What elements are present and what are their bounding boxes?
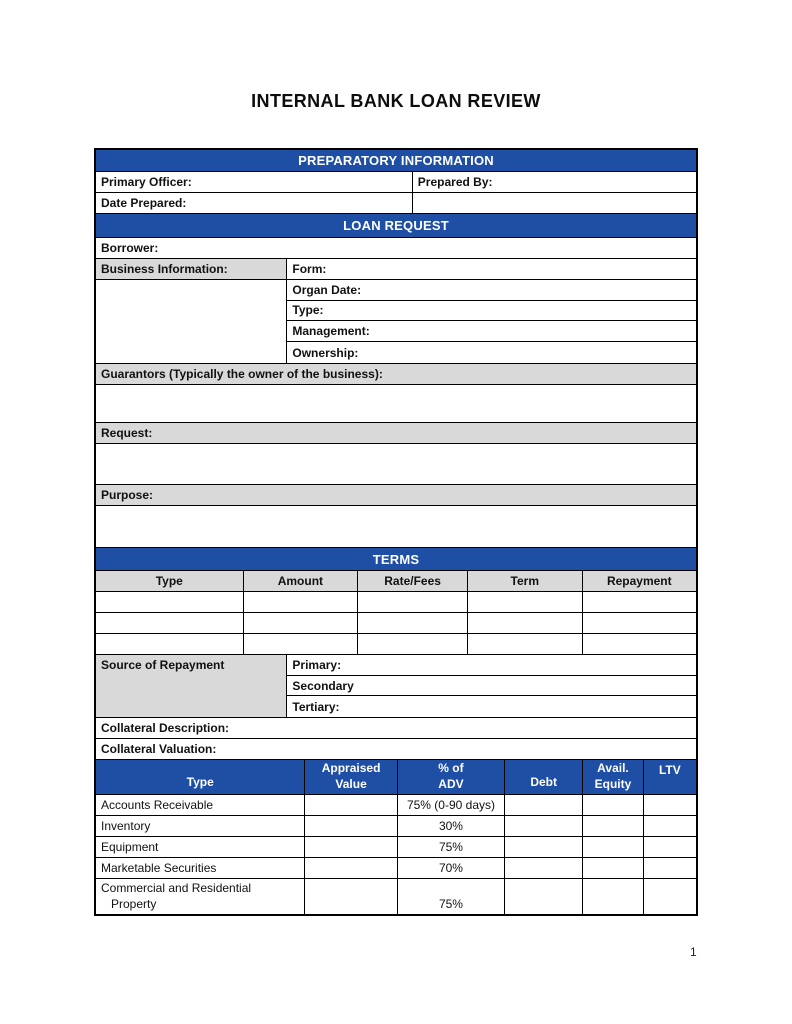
guarantors-input-row	[96, 385, 696, 423]
collateral-type-cell	[96, 879, 305, 914]
date-prepared-field[interactable]	[96, 193, 413, 213]
terms-column-term: Term	[468, 571, 583, 591]
collateral-column-appraised-value	[305, 760, 397, 794]
collateral-debt-cell[interactable]	[505, 858, 583, 878]
guarantors-label-cell	[96, 364, 696, 384]
collateral-column-adv-line1: % of	[438, 761, 464, 776]
collateral-column-appraised-line2: Value	[335, 777, 367, 791]
collateral-type-text-line1: Commercial and Residential	[101, 880, 252, 895]
section-header-terms: TERMS	[96, 548, 696, 571]
primary-officer-field[interactable]	[96, 172, 413, 192]
collateral-debt-cell[interactable]	[505, 879, 583, 914]
collateral-column-appraised-line1: Appraised	[321, 761, 381, 776]
purpose-input-row	[96, 506, 696, 548]
business-information-fields	[287, 259, 696, 363]
collateral-avail-equity-cell[interactable]	[583, 837, 644, 857]
collateral-column-type-line2: Type	[186, 775, 214, 790]
prepared-by-label: Prepared By:	[417, 175, 493, 189]
source-of-repayment-label: Source of Repayment	[101, 658, 225, 672]
source-secondary-label: Secondary	[292, 678, 354, 693]
request-input-area[interactable]	[96, 444, 696, 484]
collateral-avail-equity-cell[interactable]	[583, 795, 644, 815]
terms-cell-repayment[interactable]	[583, 613, 696, 633]
business-type-field[interactable]	[287, 301, 696, 322]
collateral-description-field[interactable]	[96, 718, 696, 738]
guarantors-label-row	[96, 364, 696, 385]
section-header-preparatory-information: PREPARATORY INFORMATION	[96, 150, 696, 172]
collateral-column-debt	[505, 760, 583, 794]
terms-empty-row	[96, 613, 696, 634]
collateral-appraised-value-cell[interactable]	[305, 837, 397, 857]
collateral-type-text: Equipment	[101, 840, 159, 854]
terms-cell-type[interactable]	[96, 634, 244, 654]
purpose-label-row	[96, 485, 696, 506]
request-input-row	[96, 444, 696, 485]
collateral-type-text: Accounts Receivable	[101, 798, 214, 812]
collateral-row-marketable-securities	[96, 858, 696, 879]
borrower-label: Borrower:	[101, 241, 159, 255]
collateral-pct-of-adv-cell	[398, 837, 505, 857]
business-management-field[interactable]	[287, 321, 696, 342]
collateral-column-adv-line2: ADV	[438, 777, 464, 791]
collateral-avail-equity-cell[interactable]	[583, 879, 644, 914]
collateral-column-avail-equity	[583, 760, 644, 794]
business-organ-date-field[interactable]	[287, 280, 696, 301]
terms-cell-rate-fees[interactable]	[358, 634, 468, 654]
business-information-block	[96, 259, 696, 364]
collateral-avail-equity-cell[interactable]	[583, 816, 644, 836]
source-of-repayment-fields	[287, 655, 696, 717]
collateral-ltv-cell[interactable]	[644, 879, 696, 914]
terms-cell-rate-fees[interactable]	[358, 592, 468, 612]
terms-cell-rate-fees[interactable]	[358, 613, 468, 633]
collateral-type-cell	[96, 858, 305, 878]
collateral-debt-cell[interactable]	[505, 837, 583, 857]
collateral-type-text-line2: Property	[111, 896, 157, 911]
business-ownership-label: Ownership:	[292, 345, 359, 360]
guarantors-label: Guarantors (Typically the owner of the business):	[101, 367, 383, 381]
collateral-row-equipment	[96, 837, 696, 858]
collateral-pct-of-adv-cell	[398, 879, 505, 914]
terms-cell-amount[interactable]	[244, 613, 359, 633]
terms-empty-row	[96, 592, 696, 613]
source-primary-field[interactable]	[287, 655, 696, 676]
collateral-type-text: Inventory	[101, 819, 151, 833]
collateral-description-row	[96, 718, 696, 739]
business-organ-date-label: Organ Date:	[292, 282, 362, 297]
borrower-field[interactable]	[96, 238, 696, 258]
terms-cell-amount[interactable]	[244, 634, 359, 654]
collateral-valuation-label: Collateral Valuation:	[101, 742, 217, 756]
guarantors-input-area[interactable]	[96, 385, 696, 422]
source-tertiary-field[interactable]	[287, 696, 696, 717]
collateral-pct-of-adv-cell	[398, 795, 505, 815]
terms-cell-amount[interactable]	[244, 592, 359, 612]
terms-column-rate-fees: Rate/Fees	[358, 571, 468, 591]
business-information-value-area[interactable]	[96, 280, 286, 363]
source-of-repayment-label-cell	[96, 655, 287, 717]
business-management-label: Management:	[292, 324, 370, 339]
collateral-ltv-cell[interactable]	[644, 837, 696, 857]
collateral-appraised-value-cell[interactable]	[305, 816, 397, 836]
collateral-column-ltv-line1: LTV	[658, 763, 681, 777]
collateral-pct-of-adv-text: 70%	[438, 861, 463, 875]
collateral-pct-of-adv-text: 75%	[438, 840, 463, 854]
section-header-loan-request: LOAN REQUEST	[96, 214, 696, 238]
collateral-pct-of-adv-text: 75% (0-90 days)	[406, 798, 495, 812]
collateral-valuation-row	[96, 739, 696, 760]
collateral-pct-of-adv-text: 30%	[438, 819, 463, 833]
collateral-pct-of-adv-cell	[398, 858, 505, 878]
collateral-pct-of-adv-cell	[398, 816, 505, 836]
collateral-appraised-value-cell[interactable]	[305, 795, 397, 815]
collateral-debt-cell[interactable]	[505, 816, 583, 836]
preparatory-row-1	[96, 172, 696, 193]
source-primary-label: Primary:	[292, 657, 342, 672]
prepared-by-field[interactable]	[413, 172, 696, 192]
terms-column-type: Type	[96, 571, 244, 591]
collateral-avail-equity-cell[interactable]	[583, 858, 644, 878]
request-label-cell	[96, 423, 696, 443]
request-label: Request:	[101, 426, 153, 440]
collateral-type-cell	[96, 837, 305, 857]
collateral-row-inventory	[96, 816, 696, 837]
date-prepared-value-cell[interactable]	[413, 193, 696, 213]
purpose-input-area[interactable]	[96, 506, 696, 547]
collateral-appraised-value-cell[interactable]	[305, 879, 397, 914]
source-of-repayment-label-wrap	[96, 655, 286, 676]
collateral-column-type	[96, 760, 305, 794]
collateral-type-text: Marketable Securities	[101, 861, 217, 875]
collateral-type-cell	[96, 795, 305, 815]
collateral-type-cell	[96, 816, 305, 836]
business-form-label: Form:	[292, 261, 327, 276]
collateral-column-equity-line1: Avail.	[597, 761, 629, 776]
collateral-ltv-cell[interactable]	[644, 816, 696, 836]
terms-cell-type[interactable]	[96, 613, 244, 633]
collateral-debt-cell[interactable]	[505, 795, 583, 815]
source-secondary-field[interactable]	[287, 676, 696, 697]
business-information-label-cell	[96, 259, 286, 280]
terms-cell-term[interactable]	[468, 592, 583, 612]
terms-column-amount: Amount	[244, 571, 359, 591]
collateral-row-accounts-receivable	[96, 795, 696, 816]
business-type-label: Type:	[292, 303, 324, 318]
collateral-column-ltv	[644, 760, 696, 794]
source-tertiary-label: Tertiary:	[292, 699, 340, 714]
terms-empty-row	[96, 634, 696, 655]
preparatory-row-2	[96, 193, 696, 214]
business-information-left-column	[96, 259, 287, 363]
borrower-row	[96, 238, 696, 259]
form-title: INTERNAL BANK LOAN REVIEW	[251, 91, 541, 111]
collateral-row-commercial-residential-property	[96, 879, 696, 914]
terms-cell-term[interactable]	[468, 634, 583, 654]
loan-review-form	[94, 148, 698, 916]
purpose-label: Purpose:	[101, 488, 154, 502]
collateral-appraised-value-cell[interactable]	[305, 858, 397, 878]
purpose-label-cell	[96, 485, 696, 505]
date-prepared-label: Date Prepared:	[101, 196, 187, 210]
collateral-column-equity-line2: Equity	[594, 777, 632, 791]
terms-cell-repayment[interactable]	[583, 592, 696, 612]
source-of-repayment-block	[96, 655, 696, 718]
collateral-header-row	[96, 760, 696, 795]
terms-cell-repayment[interactable]	[583, 634, 696, 654]
page-number: 1	[690, 945, 697, 959]
collateral-pct-of-adv-text: 75%	[438, 897, 463, 911]
business-ownership-field[interactable]	[287, 342, 696, 363]
request-label-row	[96, 423, 696, 444]
business-information-label: Business Information:	[101, 262, 228, 276]
collateral-ltv-cell[interactable]	[644, 858, 696, 878]
collateral-valuation-field[interactable]	[96, 739, 696, 759]
business-form-field[interactable]	[287, 259, 696, 280]
terms-cell-type[interactable]	[96, 592, 244, 612]
collateral-description-label: Collateral Description:	[101, 721, 230, 735]
primary-officer-label: Primary Officer:	[101, 175, 192, 189]
collateral-ltv-cell[interactable]	[644, 795, 696, 815]
terms-cell-term[interactable]	[468, 613, 583, 633]
terms-header-row	[96, 571, 696, 592]
terms-column-repayment: Repayment	[583, 571, 696, 591]
collateral-column-pct-of-adv	[398, 760, 505, 794]
collateral-column-debt-line2: Debt	[530, 775, 557, 790]
